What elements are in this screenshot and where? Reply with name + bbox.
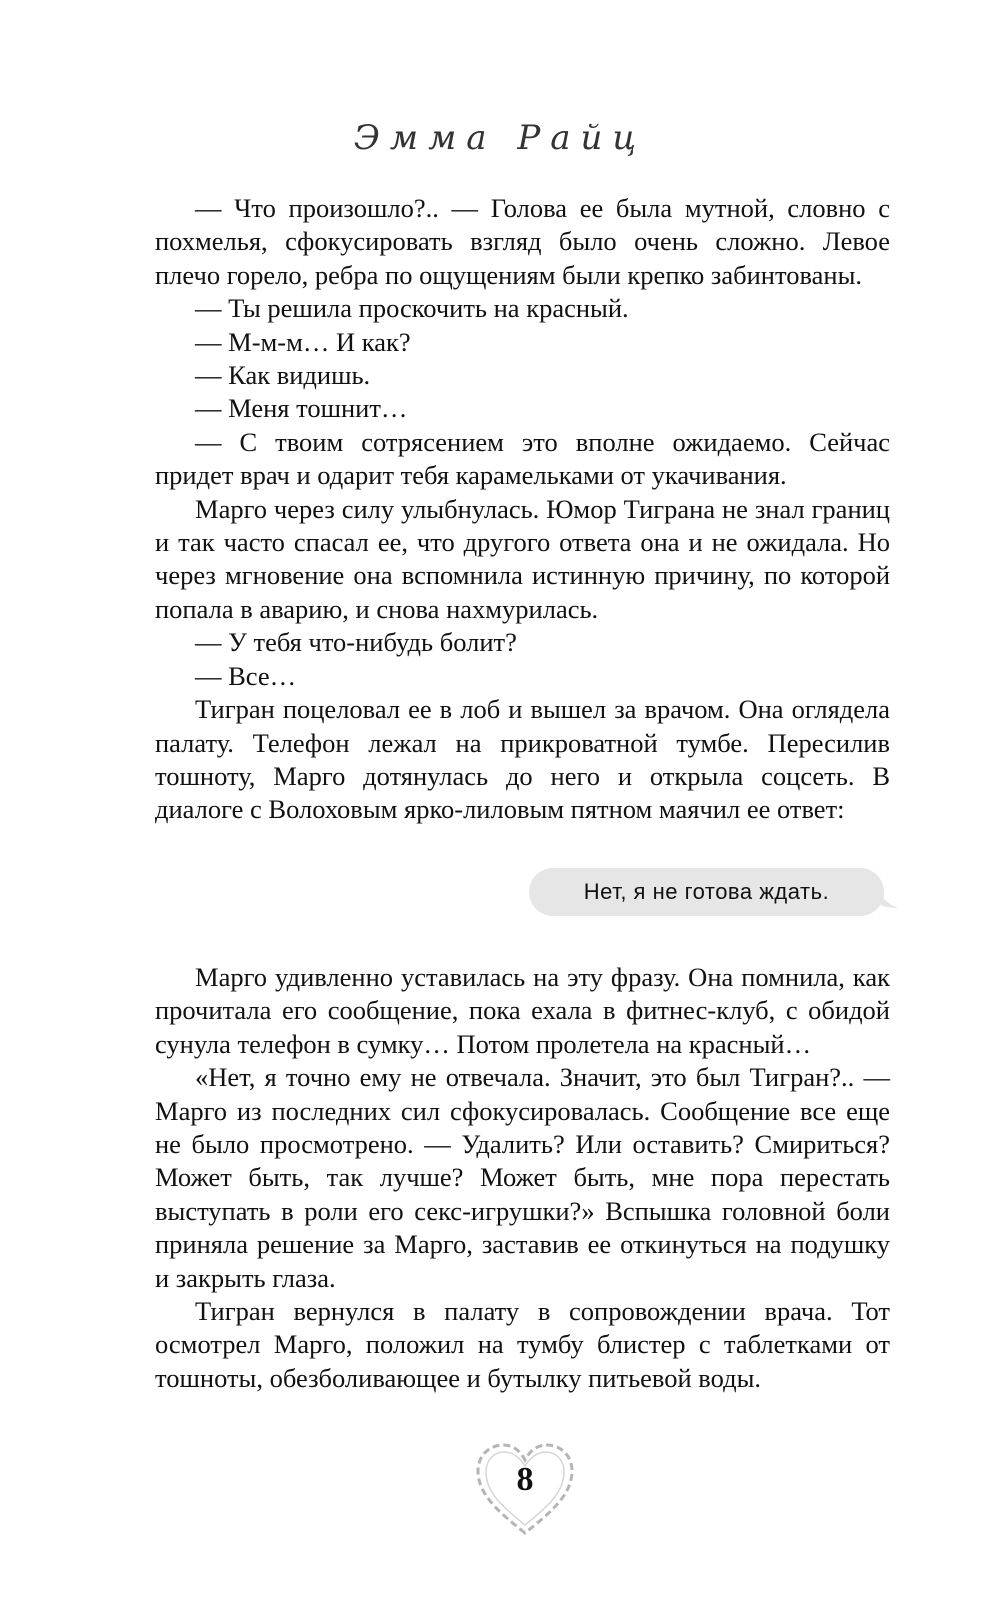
- paragraph: Марго удивленно уставилась на эту фразу. Она помнила, как прочитала его сообщение, пока ехала в фитнес-клуб, с обидой сунула телефон в сумку… Потом пролетела на красный…: [155, 962, 890, 1059]
- speech-tail-icon: [876, 880, 898, 910]
- paragraph: — Ты решила проскочить на красный.: [195, 293, 629, 324]
- paragraph: Марго через силу улыбнулась. Юмор Тиграна не знал границ и так часто спасал ее, что другого ответа она и не ожидала. Но через мгновение она вспомнила истинную причину, по которой попала в аварию, и снова нахмурилась.: [155, 493, 890, 624]
- page-number: 8: [516, 1461, 534, 1498]
- paragraph: — У тебя что-нибудь болит?: [195, 627, 517, 658]
- paragraph: Тигран вернулся в палату в сопровождении врача. Тот осмотрел Марго, положил на тумбу блистер с таблетками от тошноты, обезболивающее и бутылку питьевой воды.: [155, 1296, 890, 1393]
- chat-message-bubble: Нет, я не готова ждать.: [529, 868, 884, 916]
- paragraph: — С твоим сотрясением это вполне ожидаемо. Сейчас придет врач и одарит тебя карамельками от укачивания.: [155, 426, 890, 491]
- paragraph: — Что произошло?.. — Голова ее была мутной, словно с похмелья, сфокусировать взгляд было очень сложно. Левое плечо горело, ребра по ощущениям были крепко забинтованы.: [155, 193, 890, 290]
- paragraph: — М-м-м… И как?: [195, 326, 411, 357]
- paragraph: — Меня тошнит…: [195, 393, 408, 424]
- paragraph: «Нет, я точно ему не отвечала. Значит, это был Тигран?.. — Марго из последних сил сфокусировалась. Сообщение все еще не было просмотрено. — Удалить? Или оставить? Смириться? Может быть, так лучше? Может быть, мне пора перестать выступать в роли его секс-игрушки?» Вспышка головной боли приняла решение за Марго, заставив ее откинуться на подушку и закрыть глаза.: [155, 1062, 890, 1293]
- text-block-bottom: [155, 961, 890, 1395]
- paragraph: — Все…: [195, 660, 297, 691]
- paragraph: Тигран поцеловал ее в лоб и вышел за врачом. Она оглядела палату. Телефон лежал на прикроватной тумбе. Пересилив тошноту, Марго дотянулась до него и открыла соцсеть. В диалоге с Волоховым ярко-лиловым пятном маячил ее ответ:: [155, 694, 890, 825]
- running-header-author: Эмма Райц: [353, 118, 647, 158]
- text-block-top: [155, 192, 890, 827]
- paragraph: — Как видишь.: [195, 360, 371, 391]
